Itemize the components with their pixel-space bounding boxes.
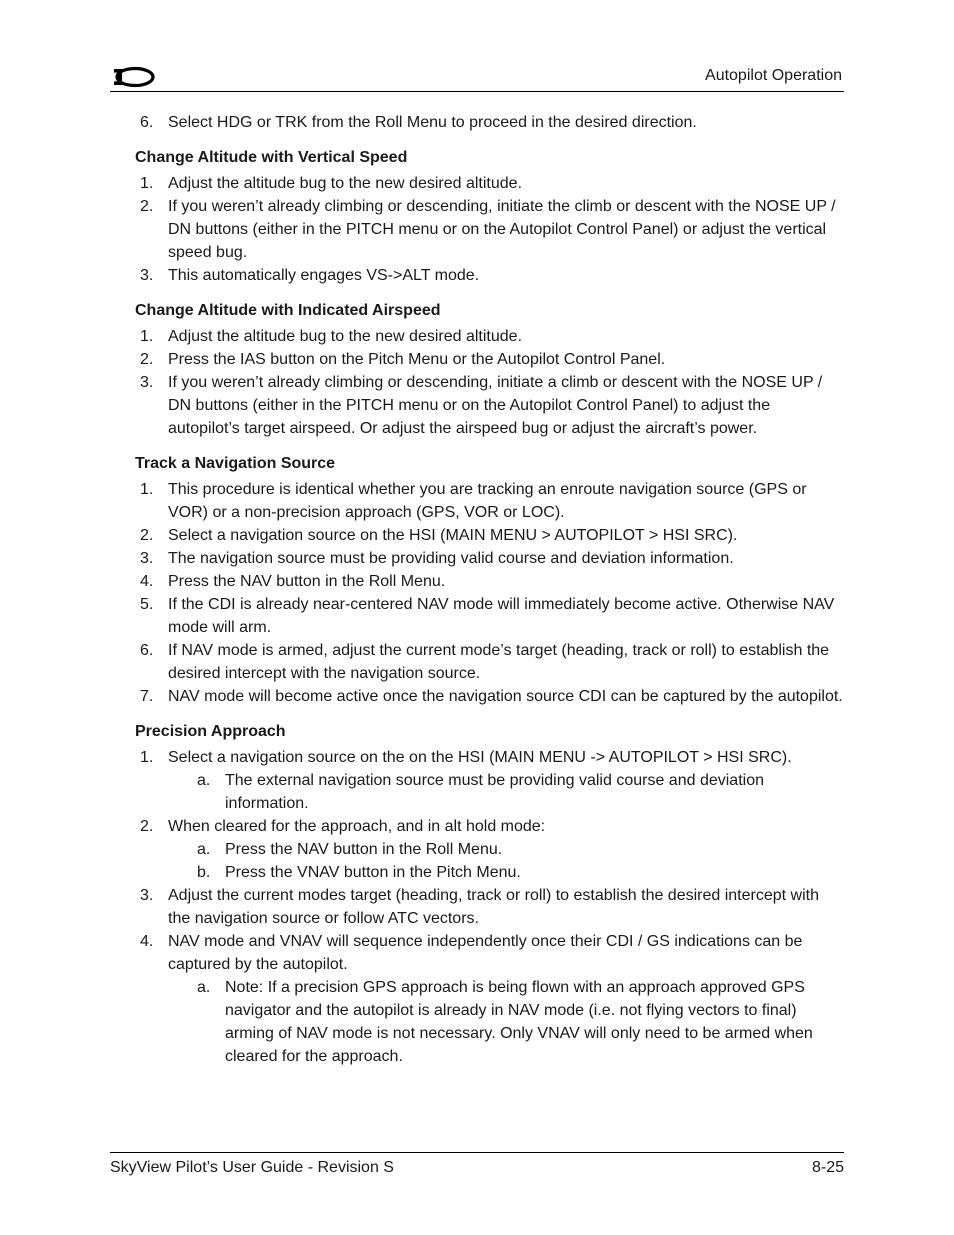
substep-text: Press the VNAV button in the Pitch Menu.	[225, 864, 521, 881]
step-text: Adjust the current modes target (heading, track or roll) to establish the desired intercept with the navigation source or follow ATC vectors.	[168, 887, 819, 927]
list-item	[110, 348, 844, 371]
step-number: 6.	[140, 642, 154, 659]
step-number: 7.	[140, 688, 154, 705]
step-text: NAV mode and VNAV will sequence independently once their CDI / GS indications can be captured by the autopilot.	[168, 933, 803, 973]
section-precision-approach	[110, 721, 844, 1068]
step-text: If you weren’t already climbing or descending, initiate a climb or descent with the NOSE UP / DN buttons (either in the PITCH menu or on the Autopilot Control Panel) to adjust the autopilot’s target airspeed. Or adjust the airspeed bug or adjust the aircraft’s power.	[168, 374, 823, 437]
list-item	[110, 570, 844, 593]
page-header	[110, 64, 844, 92]
sub-list-item	[110, 838, 844, 861]
step-number: 2.	[140, 527, 154, 544]
sub-list-item	[110, 976, 844, 1068]
step-text: Adjust the altitude bug to the new desired altitude.	[168, 175, 523, 192]
section-navigation-source	[110, 453, 844, 708]
step-number: 1.	[140, 175, 154, 192]
step-text: NAV mode will become active once the navigation source CDI can be captured by the autopilot.	[168, 688, 843, 705]
step-number: 1.	[140, 481, 154, 498]
step-number: 3.	[140, 374, 154, 391]
list-item	[110, 593, 844, 639]
substep-list	[168, 769, 844, 815]
substep-text: Note: If a precision GPS approach is being flown with an approach approved GPS navigator and the autopilot is already in NAV mode (i.e. not flying vectors to final) arming of NAV mode is not necessary. Only VNAV will only need to be armed when cleared for the approach.	[225, 979, 813, 1065]
substep-list	[168, 838, 844, 884]
intro-step-list	[110, 111, 844, 134]
substep-text: The external navigation source must be providing valid course and deviation information.	[225, 772, 764, 812]
section-indicated-airspeed	[110, 300, 844, 440]
step-number: 3.	[140, 887, 154, 904]
list-item	[110, 264, 844, 287]
section-vertical-speed	[110, 147, 844, 287]
step-text: Press the IAS button on the Pitch Menu or the Autopilot Control Panel.	[168, 351, 666, 368]
list-item	[110, 111, 844, 134]
step-list	[110, 325, 844, 440]
header-section-title: Autopilot Operation	[705, 67, 842, 84]
step-number: 4.	[140, 933, 154, 950]
section-title: Change Altitude with Indicated Airspeed	[135, 302, 441, 319]
list-item	[110, 172, 844, 195]
substep-letter: a.	[197, 772, 211, 789]
section-title: Change Altitude with Vertical Speed	[135, 149, 408, 166]
sub-list-item	[110, 769, 844, 815]
list-item	[110, 524, 844, 547]
step-text: If the CDI is already near-centered NAV mode will immediately become active. Otherwise NAV mode will arm.	[168, 596, 835, 636]
step-number: 1.	[140, 328, 154, 345]
list-item	[110, 930, 844, 1068]
section-title: Track a Navigation Source	[135, 455, 336, 472]
step-number: 2.	[140, 198, 154, 215]
list-item	[110, 746, 844, 815]
step-list	[110, 478, 844, 708]
list-item	[110, 195, 844, 264]
substep-letter: a.	[197, 841, 211, 858]
step-list	[110, 172, 844, 287]
footer-guide-title: SkyView Pilot’s User Guide - Revision S	[110, 1159, 394, 1176]
step-number: 1.	[140, 749, 154, 766]
step-text: Select HDG or TRK from the Roll Menu to proceed in the desired direction.	[168, 114, 697, 131]
substep-letter: a.	[197, 979, 211, 996]
section-title: Precision Approach	[135, 723, 286, 740]
step-text: Select a navigation source on the on the HSI (MAIN MENU -> AUTOPILOT > HSI SRC).	[168, 749, 792, 766]
list-item	[110, 884, 844, 930]
substep-text: Press the NAV button in the Roll Menu.	[225, 841, 503, 858]
list-item	[110, 478, 844, 524]
step-list	[110, 746, 844, 1068]
step-text: If NAV mode is armed, adjust the current mode’s target (heading, track or roll) to establish the desired intercept with the navigation source.	[168, 642, 830, 682]
step-text: If you weren’t already climbing or descending, initiate the climb or descent with the NOSE UP / DN buttons (either in the PITCH menu or on the Autopilot Control Panel) or adjust the vertical speed bug.	[168, 198, 836, 261]
step-text: Adjust the altitude bug to the new desired altitude.	[168, 328, 523, 345]
sub-list-item	[110, 861, 844, 884]
list-item	[110, 325, 844, 348]
dynon-logo-icon	[110, 66, 156, 88]
step-number: 2.	[140, 818, 154, 835]
step-number: 3.	[140, 550, 154, 567]
list-item	[110, 815, 844, 884]
list-item	[110, 639, 844, 685]
substep-list	[168, 976, 844, 1068]
step-text: Press the NAV button in the Roll Menu.	[168, 573, 446, 590]
step-number: 6.	[140, 114, 154, 131]
step-text: When cleared for the approach, and in alt hold mode:	[168, 818, 546, 835]
list-item	[110, 685, 844, 708]
step-number: 3.	[140, 267, 154, 284]
page-number: 8-25	[811, 1159, 844, 1176]
page-content	[110, 111, 844, 1068]
step-number: 2.	[140, 351, 154, 368]
list-item	[110, 371, 844, 440]
step-text: The navigation source must be providing valid course and deviation information.	[168, 550, 734, 567]
substep-letter: b.	[197, 864, 211, 881]
step-number: 4.	[140, 573, 154, 590]
step-text: This procedure is identical whether you are tracking an enroute navigation source (GPS or VOR) or a non-precision approach (GPS, VOR or LOC).	[168, 481, 807, 521]
list-item	[110, 547, 844, 570]
page-footer	[110, 1152, 844, 1179]
step-number: 5.	[140, 596, 154, 613]
step-text: This automatically engages VS->ALT mode.	[168, 267, 480, 284]
step-text: Select a navigation source on the HSI (MAIN MENU > AUTOPILOT > HSI SRC).	[168, 527, 738, 544]
